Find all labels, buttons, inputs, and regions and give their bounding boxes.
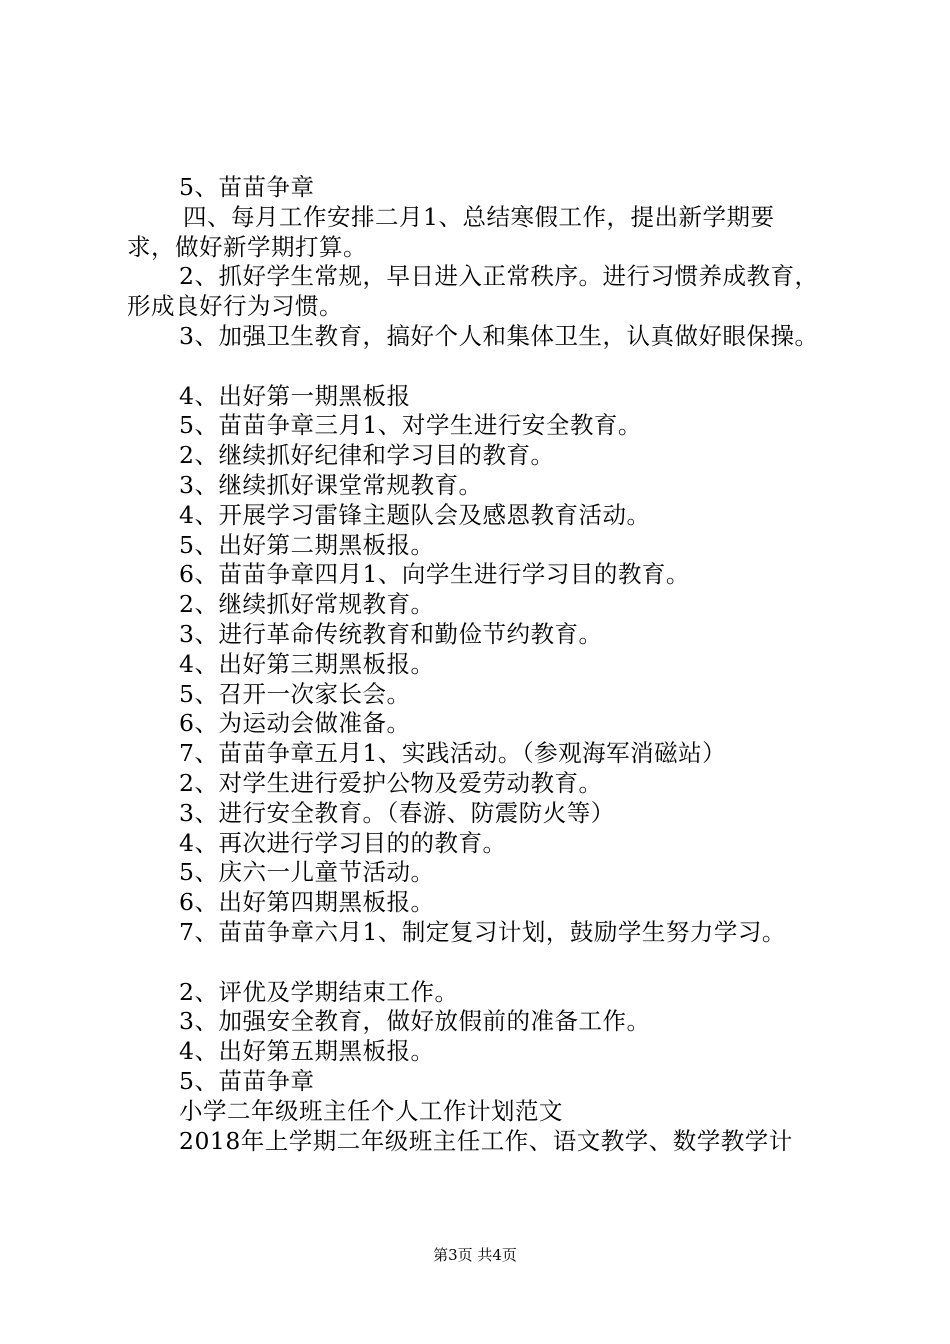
text-line: 2、继续抓好常规教育。: [179, 590, 435, 619]
text-line: 小学二年级班主任个人工作计划范文: [179, 1096, 563, 1125]
text-line: 5、出好第二期黑板报。: [179, 530, 435, 559]
text-line: 6、为运动会做准备。: [179, 709, 411, 738]
text-line: 4、开展学习雷锋主题队会及感恩教育活动。: [179, 500, 651, 529]
document-body: [127, 173, 847, 1156]
text-line: 7、苗苗争章五月1、实践活动。（参观海军消磁站）: [179, 739, 727, 768]
text-line: 2、继续抓好纪律和学习目的教育。: [179, 441, 555, 470]
blank-line: [127, 352, 847, 382]
blank-line: [127, 948, 847, 978]
text-line: 求，做好新学期打算。: [127, 232, 367, 261]
text-line: 2、评优及学期结束工作。: [179, 977, 459, 1006]
text-line: 5、苗苗争章: [179, 173, 315, 201]
text-line: 2、抓好学生常规，早日进入正常秩序。进行习惯养成教育，: [179, 262, 819, 291]
text-line: 6、出好第四期黑板报。: [179, 888, 435, 917]
text-line: 形成良好行为习惯。: [127, 292, 343, 321]
text-line: 7、苗苗争章六月1、制定复习计划，鼓励学生努力学习。: [179, 917, 786, 946]
text-line: 5、召开一次家长会。: [179, 679, 411, 708]
text-line: 5、庆六一儿童节活动。: [179, 858, 435, 887]
text-line: 3、继续抓好课堂常规教育。: [179, 470, 483, 499]
page-footer: 第3页 共4页: [433, 1246, 517, 1264]
text-line: 4、出好第五期黑板报。: [179, 1037, 435, 1066]
text-line: 4、出好第一期黑板报: [179, 381, 411, 410]
text-line: 4、再次进行学习目的的教育。: [179, 828, 507, 857]
text-line: 3、加强安全教育，做好放假前的准备工作。: [179, 1007, 651, 1036]
text-line: 四、每月工作安排二月1、总结寒假工作，提出新学期要: [183, 202, 775, 231]
text-line: 5、苗苗争章三月1、对学生进行安全教育。: [179, 411, 642, 440]
text-line: 3、加强卫生教育，搞好个人和集体卫生，认真做好眼保操。: [179, 321, 819, 350]
text-line: 3、进行安全教育。（春游、防震防火等）: [179, 798, 615, 827]
text-line: 5、苗苗争章: [179, 1066, 315, 1095]
text-line: 2018年上学期二年级班主任工作、语文教学、数学教学计: [179, 1126, 793, 1155]
text-line: 4、出好第三期黑板报。: [179, 649, 435, 678]
text-line: 6、苗苗争章四月1、向学生进行学习目的教育。: [179, 560, 690, 589]
text-line: 3、进行革命传统教育和勤俭节约教育。: [179, 619, 603, 648]
text-line: 2、对学生进行爱护公物及爱劳动教育。: [179, 768, 603, 797]
